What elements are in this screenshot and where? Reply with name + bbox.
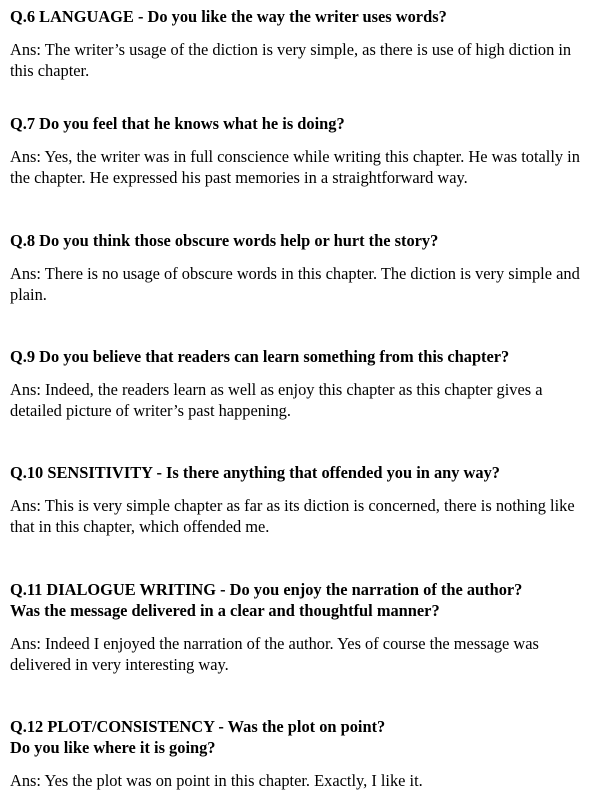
answer-q12: Ans: Yes the plot was on point in this chapter. Exactly, I like it. <box>10 771 423 790</box>
question-q10: Q.10 SENSITIVITY - Is there anything that offended you in any way? <box>10 463 500 482</box>
answer-q10: Ans: This is very simple chapter as far as its diction is concerned, there is nothing like that in this chapter, which offended me. <box>10 496 575 536</box>
question-q6: Q.6 LANGUAGE - Do you like the way the writer uses words? <box>10 7 447 26</box>
qa-block-q6 <box>10 6 592 81</box>
qa-block-q11 <box>10 579 592 675</box>
question-q8: Q.8 Do you think those obscure words help or hurt the story? <box>10 231 439 250</box>
question-q9: Q.9 Do you believe that readers can learn something from this chapter? <box>10 347 510 366</box>
qa-block-q12 <box>10 716 592 791</box>
qa-block-q7 <box>10 113 592 188</box>
qa-block-q10 <box>10 462 592 537</box>
answer-q8: Ans: There is no usage of obscure words in this chapter. The diction is very simple and plain. <box>10 264 580 304</box>
question-q11-line1: Q.11 DIALOGUE WRITING - Do you enjoy the narration of the author? <box>10 580 523 599</box>
answer-q9: Ans: Indeed, the readers learn as well as enjoy this chapter as this chapter gives a detailed picture of writer’s past happening. <box>10 380 543 420</box>
qa-block-q9 <box>10 346 592 421</box>
qa-block-q8 <box>10 230 592 305</box>
answer-q7: Ans: Yes, the writer was in full conscience while writing this chapter. He was totally in the chapter. He expressed his past memories in a straightforward way. <box>10 147 580 187</box>
answer-q6: Ans: The writer’s usage of the diction is very simple, as there is use of high diction in this chapter. <box>10 40 572 80</box>
question-q7: Q.7 Do you feel that he knows what he is doing? <box>10 114 345 133</box>
question-q12-line2: Do you like where it is going? <box>10 738 216 757</box>
answer-q11: Ans: Indeed I enjoyed the narration of the author. Yes of course the message was delivered in very interesting way. <box>10 634 539 674</box>
question-q11-line2: Was the message delivered in a clear and thoughtful manner? <box>10 601 440 620</box>
question-q12-line1: Q.12 PLOT/CONSISTENCY - Was the plot on point? <box>10 717 386 736</box>
